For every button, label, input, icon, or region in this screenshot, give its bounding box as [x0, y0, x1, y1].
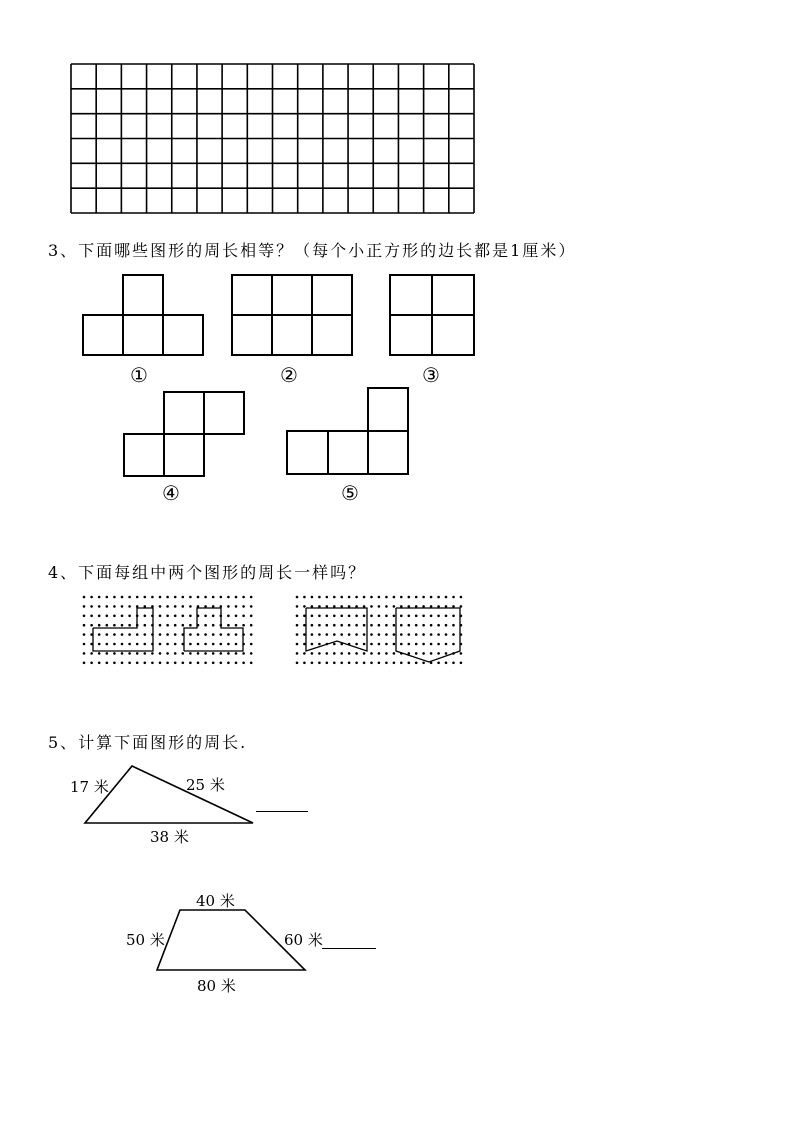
shape-5-label: ⑤	[341, 481, 359, 505]
triangle-left-side-label: 17 米	[70, 778, 109, 796]
trapezoid-right-label: 60 米	[284, 931, 323, 949]
trapezoid-top-label: 40 米	[196, 892, 235, 910]
shape-3-label: ③	[422, 363, 440, 387]
triangle-right-side-label: 25 米	[186, 776, 225, 794]
shape-1-label: ①	[130, 363, 148, 387]
trapezoid-left-label: 50 米	[126, 931, 165, 949]
shape-4-label: ④	[162, 481, 180, 505]
trapezoid-bottom-label: 80 米	[197, 977, 236, 995]
triangle-base-label: 38 米	[150, 828, 189, 846]
question-4-text: 4、下面每组中两个图形的周长一样吗？	[48, 563, 367, 582]
question-3-text: 3、下面哪些图形的周长相等？（每个小正方形的边长都是1厘米）	[48, 241, 577, 260]
trapezoid-answer-blank[interactable]	[322, 948, 376, 949]
shape-2-label: ②	[280, 363, 298, 387]
question-5-text: 5、计算下面图形的周长.	[48, 733, 248, 752]
